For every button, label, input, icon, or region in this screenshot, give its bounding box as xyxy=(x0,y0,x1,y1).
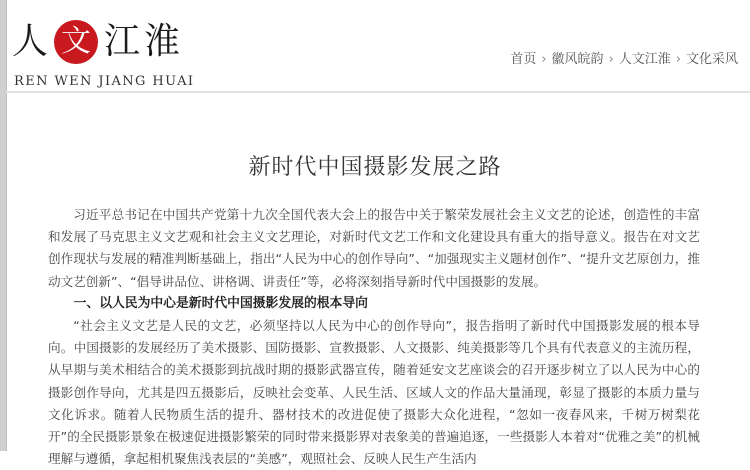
breadcrumb-separator: › xyxy=(541,52,547,67)
logo-char-wen: 文 xyxy=(61,24,92,59)
breadcrumb xyxy=(510,48,738,67)
logo-char-jiang: 江 xyxy=(104,21,141,62)
article-paragraph: 习近平总书记在中国共产党第十九次全国代表大会上的报告中关于繁荣发展社会主义文艺的论述，创造性的丰富和发展了马克思主义文艺观和社会主义文艺理论，对新时代文艺工作和文化建设具有重大的指导意义。报告在对文艺创作现状与发展的精准判断基础上，指出“人民为中心的创作导向”、“加强现实主义题材创作”、“提升文艺原创力，推动文艺创新”、“倡导讲品位、讲格调、讲责任”等，必将深刻指导新时代中国摄影的发展。 xyxy=(48,207,700,289)
breadcrumb-huifeng-wanyun[interactable]: 徽风皖韵 xyxy=(551,52,604,67)
breadcrumb-home[interactable]: 首页 xyxy=(510,52,537,67)
logo-char-huai: 淮 xyxy=(144,21,181,62)
article-title: 新时代中国摄影发展之路 xyxy=(248,155,502,180)
logo-characters xyxy=(12,16,184,68)
breadcrumb-separator: › xyxy=(675,52,681,67)
header-divider xyxy=(6,91,750,93)
breadcrumb-renwen-jianghuai[interactable]: 人文江淮 xyxy=(618,52,671,67)
site-logo[interactable] xyxy=(12,10,232,90)
logo-pinyin: REN WEN JIANG HUAI xyxy=(14,74,195,89)
section-heading: 一、以人民为中心是新时代中国摄影发展的根本导向 xyxy=(73,295,368,311)
breadcrumb-separator: › xyxy=(608,52,614,67)
window-left-edge xyxy=(0,0,7,451)
logo-seal xyxy=(54,20,98,64)
logo-char-ren: 人 xyxy=(12,21,49,62)
article-body xyxy=(48,204,700,470)
breadcrumb-wenhua-caifeng[interactable]: 文化采风 xyxy=(685,52,738,67)
article-paragraph: “社会主义文艺是人民的文艺，必须坚持以人民为中心的创作导向”，报告指明了新时代中国摄影发展的根本导向。中国摄影的发展经历了美术摄影、国防摄影、宣教摄影、人文摄影、纯美摄影等几个具有代表意义的主流历程，从早期与美术相结合的美术摄影到抗战时期的摄影武器宣传，随着延安文艺座谈会的召开逐步树立了以人民为中心的摄影创作导向，尤其是四五摄影后，反映社会变革、人民生活、区域人文的作品大量涌现，彰显了摄影的本质力量与文化诉求。随着人民物质生活的提升、器材技术的改进促使了摄影大众化进程，“忽如一夜春风来，千树万树梨花开”的全民摄影景象在极速促进摄影繁荣的同时带来摄影界对表象美的普遍追逐，一些摄影人本着对“优雅之美”的机械理解与遵循，拿起相机聚焦浅表层的“美感”，观照社会、反映人民生产生活内 xyxy=(48,318,700,467)
